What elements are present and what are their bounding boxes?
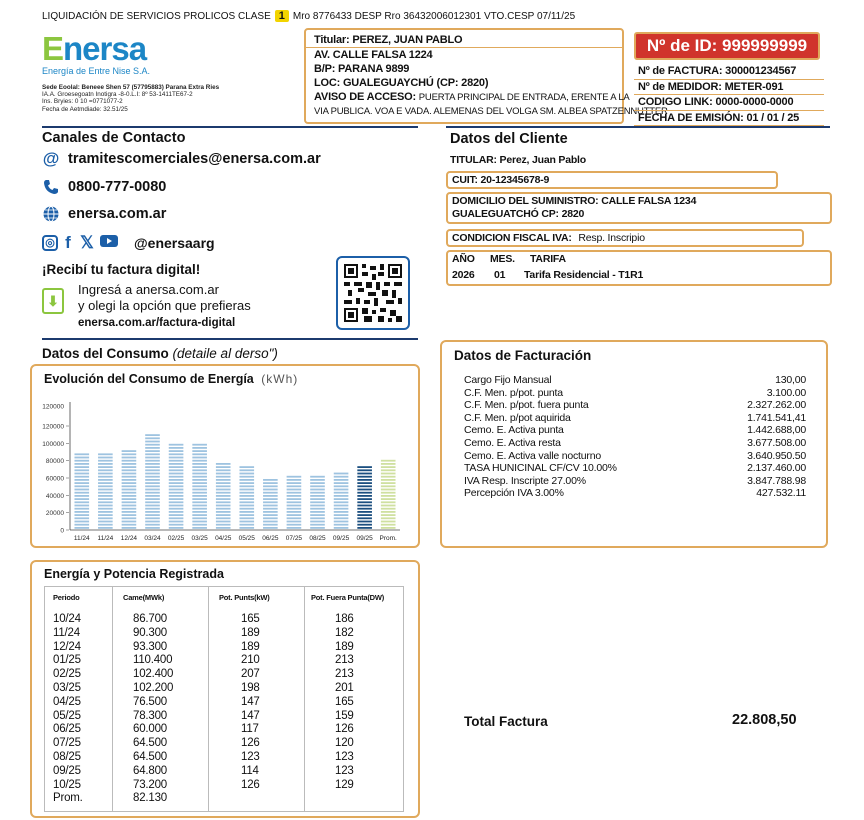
chart-bar — [239, 466, 254, 529]
consumo-title — [42, 346, 278, 361]
value-anio: 2026 — [452, 269, 475, 281]
phone-icon — [42, 178, 60, 196]
header-mes: MES. — [490, 253, 515, 265]
domicilio-line-2: GUALEGUATCHÓ CP: 2820 — [452, 208, 585, 220]
fecha-emision: FECHA DE EMISIÓN: 01 / 01 / 25 — [634, 111, 824, 127]
iva-label: CONDICION FISCAL IVA: — [452, 232, 572, 244]
sede-line-3: Ins. Bryies: 0 10 =0771077-2 — [42, 98, 123, 106]
facturacion-concepto: Cargo Fijo Mansual — [464, 374, 552, 386]
facturacion-concepto: Cemo. E. Activa punta — [464, 424, 564, 437]
energia-pot-punta: 210 — [241, 654, 260, 667]
aviso-text-1: PUERTA PRINCIPAL DE ENTRADA, ERENTE A LA — [418, 92, 630, 103]
facturacion-concepto: C.F. Men. p/pot. punta — [464, 386, 563, 399]
titular-box — [304, 28, 668, 124]
energia-pot-fuera: 213 — [335, 668, 354, 681]
energia-periodo: 08/25 — [53, 751, 81, 763]
facturacion-row — [464, 387, 806, 400]
facturacion-concepto: IVA Resp. Inscripte 27.00% — [464, 474, 586, 487]
cliente-title: Datos del Cliente — [450, 131, 568, 147]
medidor-number: Nº de MEDIDOR: METER-091 — [634, 80, 824, 96]
facturacion-concepto: Cemo. E. Activa resta — [464, 436, 561, 449]
chart-bar — [192, 444, 207, 529]
cliente-iva — [446, 229, 804, 247]
energia-pot-fuera: 165 — [335, 695, 354, 708]
x-tick-label: 05/25 — [238, 535, 255, 542]
chart-bar — [381, 460, 396, 529]
cliente-titular: TITULAR: Perez, Juan Pablo — [450, 154, 586, 166]
energia-periodo: 10/24 — [53, 613, 81, 625]
chart-bar — [263, 479, 278, 529]
chart-bar — [145, 434, 160, 529]
energia-periodo: 04/25 — [53, 695, 81, 708]
cliente-tarifa-box — [446, 250, 832, 286]
titular-address: AV. CALLE FALSA 1224 — [314, 49, 433, 61]
chart-bar — [216, 463, 231, 529]
header-anio: AÑO — [452, 253, 475, 265]
tarifa-value-row — [452, 269, 826, 282]
energia-pot-punta: 189 — [241, 640, 260, 653]
web-text: enersa.com.ar — [68, 206, 167, 222]
energia-consumo: 64.500 — [133, 751, 167, 763]
social-handle: @enersaarg — [134, 235, 215, 251]
consumo-subtitle: (detaile al derso") — [172, 346, 278, 361]
value-tarifa: Tarifa Residencial - T1R1 — [524, 269, 644, 281]
chart-unit: (kWh) — [261, 372, 299, 386]
digital-line-1: Ingresá a anersa.com.ar — [78, 282, 219, 297]
energia-consumo: 60.000 — [133, 723, 167, 736]
facturacion-concepto: Cemo. E. Activa valle nocturno — [464, 449, 601, 462]
facturacion-title: Datos de Facturación — [454, 348, 592, 363]
facturacion-row — [464, 475, 806, 488]
chart-bar — [122, 450, 137, 529]
youtube-icon[interactable] — [100, 234, 118, 252]
y-tick-label: 20000 — [45, 510, 64, 518]
sede-line-2: IA.A. Groesegoatn Inotigra -8-0.L.I: 8º 53-1411TE67-2 — [42, 91, 193, 99]
energia-periodo: 06/25 — [53, 723, 81, 736]
digital-invoice-link[interactable]: enersa.com.ar/factura-digital — [78, 317, 236, 329]
x-tick-label: 06/25 — [262, 535, 279, 542]
energia-periodo: 02/25 — [53, 668, 81, 681]
aviso-acceso — [314, 90, 630, 105]
energia-pot-punta: 189 — [241, 626, 260, 639]
x-tick-label: Prom. — [379, 535, 397, 542]
codigo-link: CODIGO LINK: 0000-0000-0000 — [634, 95, 824, 111]
phone-text: 0800-777-0080 — [68, 179, 167, 195]
facturacion-importe: 3.847.788.98 — [747, 474, 806, 487]
energia-consumo: 82.130 — [133, 792, 167, 805]
energia-periodo: 11/24 — [53, 626, 80, 639]
chart-bar — [334, 473, 349, 529]
chart-bar — [287, 476, 302, 529]
energia-consumo: 78.300 — [133, 709, 167, 722]
enersa-logo — [42, 32, 150, 76]
header-pot-punta: Pot. Punts(kW) — [219, 593, 270, 602]
domicilio-line-1: DOMICILIO DEL SUMINISTRO: CALLE FALSA 1234 — [452, 195, 697, 207]
y-tick-label: 80000 — [45, 458, 64, 466]
divider-right — [446, 126, 830, 128]
x-tick-label: 11/24 — [97, 535, 114, 542]
energia-periodo: 03/25 — [53, 682, 81, 694]
divider-consumo — [42, 338, 418, 340]
x-tick-label: 09/25 — [356, 535, 373, 542]
facturacion-importe: 3.677.508.00 — [747, 436, 806, 449]
energia-pot-fuera: 123 — [335, 764, 354, 777]
energia-periodo: 09/25 — [53, 764, 81, 777]
facturacion-row — [464, 450, 806, 463]
header-references: Mro 8776433 DESP Rro 36432006012301 VTO.CESP 07/11/25 — [292, 10, 576, 22]
facturacion-importe: 1.741.541,41 — [747, 411, 806, 424]
energia-pot-punta: 117 — [241, 723, 259, 736]
facturacion-row — [464, 424, 806, 437]
chart-bar — [74, 453, 89, 528]
logo-tagline: Energía de Entre Nise S.A. — [42, 66, 151, 76]
energia-consumo: 86.700 — [133, 613, 167, 625]
total-label: Total Factura — [464, 714, 548, 729]
energia-pot-punta: 165 — [241, 613, 260, 625]
value-mes: 01 — [494, 269, 506, 281]
digital-line-2: y olegi la opción que prefieras — [78, 298, 251, 313]
cliente-cuit: CUIT: 20-12345678-9 — [446, 171, 778, 189]
energia-pot-punta: 114 — [241, 764, 259, 777]
contact-phone[interactable] — [42, 178, 166, 196]
energia-pot-punta: 126 — [241, 737, 260, 750]
energia-pot-fuera: 182 — [335, 626, 354, 639]
energia-consumo: 93.300 — [133, 640, 167, 653]
iva-value: Resp. Inscripio — [578, 232, 645, 244]
y-tick-label: 120000 — [42, 403, 64, 411]
canales-title: Canales de Contacto — [42, 130, 186, 146]
x-tick-label: 03/24 — [144, 535, 161, 542]
document-header-line — [42, 10, 575, 22]
energia-periodo: 07/25 — [53, 737, 81, 750]
facturacion-row — [464, 399, 806, 412]
class-badge: 1 — [275, 10, 289, 22]
energia-pot-punta: 123 — [241, 751, 260, 763]
chart-bar — [357, 466, 372, 529]
facturacion-row — [464, 374, 806, 387]
y-tick-label: 40000 — [45, 492, 64, 500]
facturacion-concepto: TASA HUNICINAL CF/CV 10.00% — [464, 462, 617, 475]
x-tick-label: 11/24 — [73, 535, 90, 542]
energia-pot-fuera: 120 — [335, 737, 354, 750]
energia-title: Energía y Potencia Registrada — [44, 567, 224, 581]
download-document-icon: ⬇ — [42, 288, 64, 314]
header-came: Came(MWk) — [123, 593, 165, 602]
header-title: LIQUIDACIÓN DE SERVICIOS PROLICOS CLASE — [42, 10, 271, 22]
sede-line-1: Sede Eoolal: Beneee Shen 57 (57795883) Parana Extra Ries — [42, 84, 220, 91]
energia-pot-punta: 198 — [241, 682, 260, 694]
y-tick-label: 100000 — [42, 440, 64, 448]
facebook-icon[interactable]: f — [65, 233, 71, 252]
facturacion-box — [440, 340, 828, 548]
energia-table — [44, 586, 404, 812]
facturacion-importe: 3.640.950.50 — [747, 449, 806, 462]
sede-line-4: Fecha de Aetmdiade: 32.51/25 — [42, 105, 128, 113]
titular-bp: B/P: PARANA 9899 — [314, 63, 410, 75]
consumption-chart-box — [30, 364, 420, 548]
facturacion-concepto: Percepción IVA 3.00% — [464, 487, 564, 500]
facturacion-importe: 427.532.11 — [756, 487, 806, 500]
contact-email[interactable] — [42, 150, 321, 168]
energia-pot-fuera: 186 — [335, 613, 354, 625]
logo-wordmark — [42, 32, 150, 66]
x-icon[interactable]: 𝕏 — [80, 233, 94, 252]
energia-consumo: 102.200 — [133, 682, 174, 694]
facturacion-row — [464, 462, 806, 475]
instagram-icon[interactable]: ◎ — [42, 235, 58, 251]
energia-consumo: 102.400 — [133, 668, 174, 681]
qr-code[interactable] — [336, 256, 410, 330]
company-info — [42, 84, 272, 113]
qr-code-image — [344, 264, 402, 322]
email-text: tramitescomerciales@enersa.com.ar — [68, 151, 321, 167]
facturacion-rows — [464, 374, 806, 500]
x-tick-label: 02/25 — [167, 535, 185, 542]
header-periodo: Periodo — [53, 593, 80, 602]
energia-consumo: 64.500 — [133, 737, 167, 750]
facturacion-importe: 3.100.00 — [766, 386, 806, 399]
social-links — [42, 234, 215, 252]
digital-invoice-title: ¡Recibí tu factura digital! — [42, 262, 201, 277]
logo-text: Enersa — [42, 30, 147, 67]
divider-left — [42, 126, 418, 128]
x-tick-label: 03/25 — [191, 535, 208, 542]
aviso-text-2: VIA PUBLICA. VOA E VADA. ALEMENAS DEL VOLGA SM. ALBEA SPATZENNUTTER — [314, 106, 668, 117]
chart-bar — [310, 476, 325, 529]
facturacion-row — [464, 437, 806, 450]
x-tick-label: 09/25 — [332, 535, 350, 542]
y-tick-label: 60000 — [45, 475, 64, 483]
energia-pot-punta: 147 — [241, 709, 260, 722]
aviso-label: AVISO DE ACCESO: — [314, 91, 416, 103]
x-tick-label: 07/25 — [285, 535, 303, 542]
energia-pot-fuera: 123 — [335, 751, 354, 763]
energia-box — [30, 560, 420, 818]
facturacion-importe: 2.137.460.00 — [747, 462, 806, 475]
energia-consumo: 64.800 — [133, 764, 167, 777]
chart-bar — [98, 453, 113, 528]
energia-pot-fuera: 159 — [335, 709, 354, 722]
facturacion-importe: 130,00 — [775, 374, 806, 386]
energia-pot-fuera: 189 — [335, 640, 354, 653]
energia-pot-punta: 126 — [241, 778, 260, 791]
energia-periodo: Prom. — [53, 792, 83, 805]
energia-pot-fuera: 126 — [335, 723, 354, 736]
y-tick-label: 0 — [60, 527, 64, 535]
y-tick-label: 120000 — [42, 423, 64, 431]
x-tick-label: 12/24 — [120, 535, 138, 542]
energia-pot-punta: 207 — [241, 668, 260, 681]
facturacion-concepto: C.F. Men. p/pot. fuera punta — [464, 399, 589, 412]
at-icon: @ — [42, 149, 60, 168]
energia-consumo: 76.500 — [133, 695, 167, 708]
id-badge: Nº de ID: 999999999 — [634, 32, 820, 60]
consumo-title-text: Datos del Consumo — [42, 346, 169, 361]
facturacion-importe: 2.327.262.00 — [747, 399, 806, 412]
energia-consumo: 110.400 — [133, 654, 173, 667]
titular-loc: LOC: GUALEGUAYCHÚ (CP: 2820) — [314, 77, 489, 89]
globe-icon — [42, 205, 60, 223]
facturacion-row — [464, 487, 806, 500]
cliente-domicilio — [446, 192, 832, 224]
energia-periodo: 01/25 — [53, 654, 81, 667]
facturacion-importe: 1.442.688,00 — [747, 424, 806, 437]
contact-web[interactable] — [42, 205, 166, 223]
factura-number: Nº de FACTURA: 300001234567 — [634, 64, 824, 80]
x-tick-label: 08/25 — [309, 535, 326, 542]
consumption-chart — [32, 366, 418, 546]
energia-periodo: 05/25 — [53, 709, 81, 722]
digital-invoice-text — [78, 282, 251, 314]
facturacion-concepto: C.F. Men. p/pot aquirida — [464, 411, 571, 424]
header-tarifa: TARIFA — [530, 253, 566, 265]
energia-periodo: 10/25 — [53, 778, 81, 791]
energia-consumo: 73.200 — [133, 778, 167, 791]
total-value: 22.808,50 — [732, 712, 797, 728]
chart-title-text: Evolución del Consumo de Energía — [44, 372, 254, 386]
energia-pot-fuera: 201 — [335, 682, 354, 694]
chart-bar — [169, 444, 184, 529]
energia-consumo: 90.300 — [133, 626, 167, 639]
energia-pot-fuera: 129 — [335, 778, 354, 791]
tarifa-header-row — [452, 253, 826, 266]
energia-pot-punta: 147 — [241, 695, 260, 708]
energia-pot-fuera: 213 — [335, 654, 354, 667]
x-tick-label: 04/25 — [215, 535, 232, 542]
factura-info — [634, 64, 824, 126]
facturacion-row — [464, 412, 806, 425]
header-pot-fuera: Pot. Fuera Punta(DW) — [311, 593, 385, 602]
energia-periodo: 12/24 — [53, 640, 81, 653]
titular-name: Titular: PEREZ, JUAN PABLO — [306, 33, 622, 48]
